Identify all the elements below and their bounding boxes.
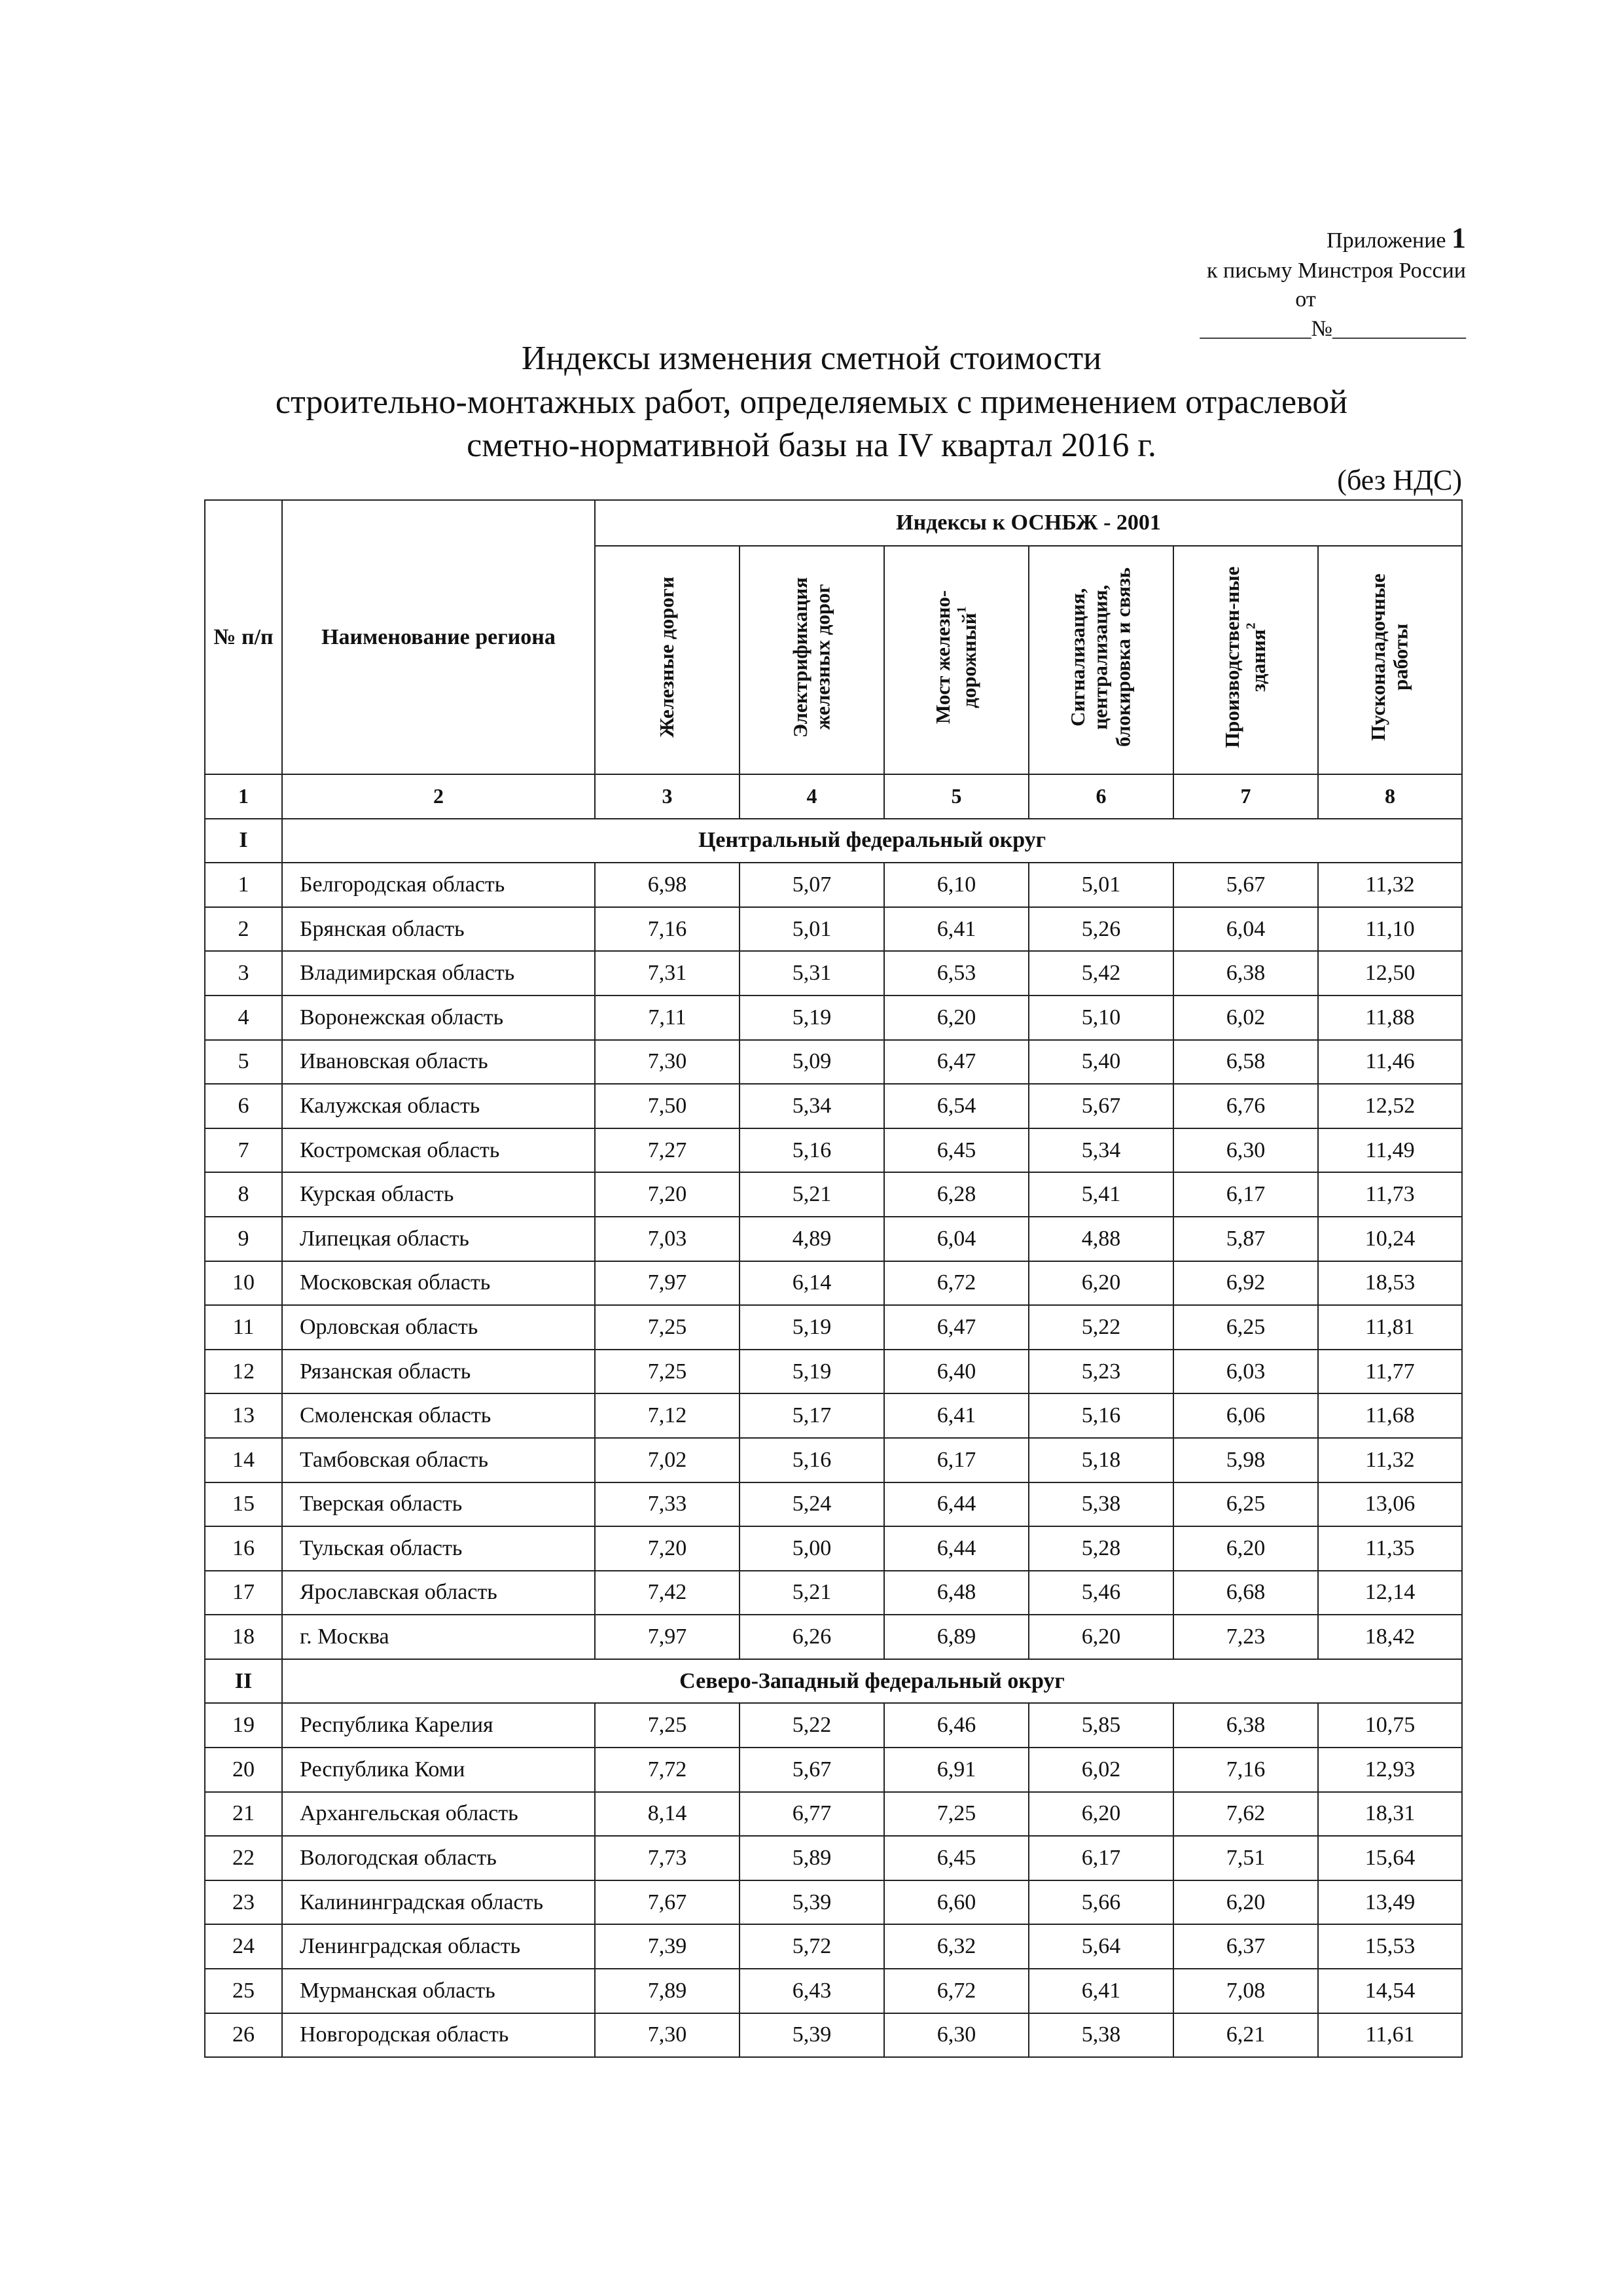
- footnote-mark: 2: [1243, 622, 1258, 630]
- header-index-col-text: Железные дороги: [655, 577, 679, 738]
- index-value: 5,17: [740, 1393, 884, 1438]
- index-value: 6,30: [1173, 1128, 1318, 1173]
- header-num: № п/п: [205, 500, 282, 774]
- index-value: 5,16: [740, 1438, 884, 1482]
- index-value: 12,93: [1318, 1748, 1462, 1792]
- table-row: [205, 2013, 1462, 2058]
- index-value: 5,64: [1029, 1924, 1173, 1969]
- index-value: 5,22: [740, 1703, 884, 1748]
- index-value: 6,20: [1173, 1526, 1318, 1571]
- index-value: 6,45: [884, 1128, 1029, 1173]
- index-value: 6,53: [884, 951, 1029, 996]
- column-number-row: [205, 774, 1462, 819]
- index-value: 6,10: [884, 863, 1029, 907]
- index-value: 6,89: [884, 1615, 1029, 1659]
- region-name: Липецкая область: [282, 1217, 595, 1261]
- region-name: Вологодская область: [282, 1836, 595, 1880]
- index-value: 5,01: [740, 907, 884, 952]
- region-name: Брянская область: [282, 907, 595, 952]
- index-value: 14,54: [1318, 1969, 1462, 2013]
- index-value: 6,17: [1173, 1172, 1318, 1217]
- table-row: [205, 1748, 1462, 1792]
- index-value: 6,28: [884, 1172, 1029, 1217]
- row-number: 23: [205, 1880, 282, 1925]
- row-number: 1: [205, 863, 282, 907]
- index-value: 6,48: [884, 1571, 1029, 1615]
- index-value: 15,53: [1318, 1924, 1462, 1969]
- section-number: I: [205, 819, 282, 863]
- index-value: 5,23: [1029, 1350, 1173, 1394]
- index-value: 6,72: [884, 1261, 1029, 1306]
- column-number: 3: [595, 774, 740, 819]
- table-row: [205, 1792, 1462, 1837]
- index-value: 5,18: [1029, 1438, 1173, 1482]
- region-name: Республика Карелия: [282, 1703, 595, 1748]
- column-number: 6: [1029, 774, 1173, 819]
- index-value: 11,35: [1318, 1526, 1462, 1571]
- table-row: [205, 1836, 1462, 1880]
- index-value: 5,31: [740, 951, 884, 996]
- index-value: 5,46: [1029, 1571, 1173, 1615]
- header-index-col-text: Мост железно-дорожный: [931, 590, 981, 725]
- appendix-line-4: __________№____________: [1200, 316, 1466, 341]
- table-row: [205, 1526, 1462, 1571]
- index-value: 7,89: [595, 1969, 740, 2013]
- column-number: 2: [282, 774, 595, 819]
- index-value: 11,68: [1318, 1393, 1462, 1438]
- index-value: 5,16: [740, 1128, 884, 1173]
- header-index-col-text: Электрификация железных дорог: [788, 577, 834, 738]
- header-index-col-1: [595, 546, 740, 774]
- index-value: 7,51: [1173, 1836, 1318, 1880]
- row-number: 19: [205, 1703, 282, 1748]
- index-value: 6,02: [1029, 1748, 1173, 1792]
- index-value: 7,03: [595, 1217, 740, 1261]
- region-name: Белгородская область: [282, 863, 595, 907]
- index-value: 6,38: [1173, 951, 1318, 996]
- index-value: 5,87: [1173, 1217, 1318, 1261]
- index-value: 5,09: [740, 1040, 884, 1085]
- index-value: 4,89: [740, 1217, 884, 1261]
- region-name: Калужская область: [282, 1084, 595, 1128]
- index-value: 6,20: [1173, 1880, 1318, 1925]
- row-number: 6: [205, 1084, 282, 1128]
- region-name: Ярославская область: [282, 1571, 595, 1615]
- index-value: 5,16: [1029, 1393, 1173, 1438]
- index-value: 7,25: [595, 1305, 740, 1350]
- header-index-col-label: [1367, 547, 1412, 768]
- index-value: 6,21: [1173, 2013, 1318, 2058]
- table-row: [205, 863, 1462, 907]
- header-index-col-text: Сигнализация, централизация, блокировка и связь: [1066, 567, 1135, 747]
- index-value: 11,46: [1318, 1040, 1462, 1085]
- region-name: Московская область: [282, 1261, 595, 1306]
- row-number: 13: [205, 1393, 282, 1438]
- row-number: 18: [205, 1615, 282, 1659]
- table-row: [205, 1350, 1462, 1394]
- section-title: Северо-Западный федеральный округ: [282, 1659, 1462, 1704]
- column-number: 7: [1173, 774, 1318, 819]
- index-value: 5,89: [740, 1836, 884, 1880]
- column-number: 4: [740, 774, 884, 819]
- index-value: 7,62: [1173, 1792, 1318, 1837]
- document-title: [196, 337, 1427, 468]
- index-value: 6,43: [740, 1969, 884, 2013]
- index-value: 5,34: [1029, 1128, 1173, 1173]
- row-number: 26: [205, 2013, 282, 2058]
- table-body: [205, 774, 1462, 2057]
- region-name: Калининградская область: [282, 1880, 595, 1925]
- index-value: 15,64: [1318, 1836, 1462, 1880]
- table-row: [205, 1217, 1462, 1261]
- index-value: 7,12: [595, 1393, 740, 1438]
- index-value: 5,07: [740, 863, 884, 907]
- index-value: 6,47: [884, 1305, 1029, 1350]
- index-value: 6,14: [740, 1261, 884, 1306]
- index-value: 6,47: [884, 1040, 1029, 1085]
- header-index-col-label: [789, 547, 834, 768]
- index-value: 6,37: [1173, 1924, 1318, 1969]
- header-index-col-3: [884, 546, 1029, 774]
- index-value: 10,24: [1318, 1217, 1462, 1261]
- index-value: 6,60: [884, 1880, 1029, 1925]
- region-name: Архангельская область: [282, 1792, 595, 1837]
- index-value: 5,66: [1029, 1880, 1173, 1925]
- index-value: 7,67: [595, 1880, 740, 1925]
- row-number: 5: [205, 1040, 282, 1085]
- row-number: 24: [205, 1924, 282, 1969]
- index-value: 6,26: [740, 1615, 884, 1659]
- index-value: 5,34: [740, 1084, 884, 1128]
- index-value: 6,45: [884, 1836, 1029, 1880]
- index-value: 12,14: [1318, 1571, 1462, 1615]
- index-value: 6,20: [1029, 1261, 1173, 1306]
- index-value: 7,73: [595, 1836, 740, 1880]
- row-number: 11: [205, 1305, 282, 1350]
- index-value: 6,41: [1029, 1969, 1173, 2013]
- footnote-mark: 1: [954, 606, 969, 613]
- region-name: г. Москва: [282, 1615, 595, 1659]
- row-number: 14: [205, 1438, 282, 1482]
- row-number: 10: [205, 1261, 282, 1306]
- table-row: [205, 1615, 1462, 1659]
- table-row: [205, 907, 1462, 952]
- row-number: 16: [205, 1526, 282, 1571]
- index-value: 4,88: [1029, 1217, 1173, 1261]
- index-value: 7,02: [595, 1438, 740, 1482]
- index-value: 11,88: [1318, 996, 1462, 1040]
- table-row: [205, 1172, 1462, 1217]
- index-value: 5,24: [740, 1482, 884, 1527]
- title-line-2: строительно-монтажных работ, определяемых с применением отраслевой: [275, 383, 1348, 421]
- index-value: 6,04: [1173, 907, 1318, 952]
- index-value: 7,72: [595, 1748, 740, 1792]
- index-table: [204, 499, 1463, 2058]
- region-name: Владимирская область: [282, 951, 595, 996]
- appendix-block: [1008, 219, 1466, 344]
- index-value: 5,01: [1029, 863, 1173, 907]
- index-value: 6,38: [1173, 1703, 1318, 1748]
- index-value: 7,25: [884, 1792, 1029, 1837]
- region-name: Смоленская область: [282, 1393, 595, 1438]
- appendix-line-3: от: [1295, 287, 1316, 312]
- index-value: 7,31: [595, 951, 740, 996]
- index-value: 5,42: [1029, 951, 1173, 996]
- title-line-3: сметно-нормативной базы на IV квартал 2016 г.: [467, 427, 1156, 465]
- row-number: 22: [205, 1836, 282, 1880]
- index-value: 7,25: [595, 1350, 740, 1394]
- row-number: 21: [205, 1792, 282, 1837]
- index-value: 5,67: [1173, 863, 1318, 907]
- index-value: 7,30: [595, 2013, 740, 2058]
- index-value: 6,17: [1029, 1836, 1173, 1880]
- row-number: 25: [205, 1969, 282, 2013]
- index-value: 6,25: [1173, 1305, 1318, 1350]
- row-number: 7: [205, 1128, 282, 1173]
- header-index-col-text: Производствен-ные здания: [1221, 566, 1270, 748]
- region-name: Новгородская область: [282, 2013, 595, 2058]
- index-value: 11,73: [1318, 1172, 1462, 1217]
- header-index-col-label: [1067, 547, 1135, 768]
- index-value: 7,97: [595, 1261, 740, 1306]
- index-value: 6,17: [884, 1438, 1029, 1482]
- index-value: 6,30: [884, 2013, 1029, 2058]
- header-index-col-label: [1221, 547, 1270, 768]
- header-index-col-6: [1318, 546, 1462, 774]
- table-row: [205, 1084, 1462, 1128]
- region-name: Тульская область: [282, 1526, 595, 1571]
- index-value: 6,77: [740, 1792, 884, 1837]
- index-value: 5,67: [1029, 1084, 1173, 1128]
- index-value: 6,92: [1173, 1261, 1318, 1306]
- table-row: [205, 1305, 1462, 1350]
- region-name: Ленинградская область: [282, 1924, 595, 1969]
- table-header: [205, 500, 1462, 774]
- index-value: 12,50: [1318, 951, 1462, 996]
- index-value: 7,33: [595, 1482, 740, 1527]
- index-value: 6,04: [884, 1217, 1029, 1261]
- index-value: 5,41: [1029, 1172, 1173, 1217]
- index-value: 6,72: [884, 1969, 1029, 2013]
- index-value: 5,26: [1029, 907, 1173, 952]
- row-number: 15: [205, 1482, 282, 1527]
- index-value: 6,46: [884, 1703, 1029, 1748]
- index-value: 5,40: [1029, 1040, 1173, 1085]
- appendix-number: 1: [1452, 222, 1466, 254]
- index-value: 8,14: [595, 1792, 740, 1837]
- column-number: 8: [1318, 774, 1462, 819]
- row-number: 12: [205, 1350, 282, 1394]
- index-value: 18,31: [1318, 1792, 1462, 1837]
- region-name: Курская область: [282, 1172, 595, 1217]
- index-value: 6,76: [1173, 1084, 1318, 1128]
- index-value: 7,08: [1173, 1969, 1318, 2013]
- index-value: 7,97: [595, 1615, 740, 1659]
- index-value: 5,38: [1029, 1482, 1173, 1527]
- table-row: [205, 996, 1462, 1040]
- index-value: 6,20: [1029, 1792, 1173, 1837]
- header-index-col-text: Пусконаладочные работы: [1366, 573, 1413, 741]
- header-index-col-4: [1029, 546, 1173, 774]
- table-row: [205, 1924, 1462, 1969]
- region-name: Костромская область: [282, 1128, 595, 1173]
- row-number: 8: [205, 1172, 282, 1217]
- index-value: 7,20: [595, 1526, 740, 1571]
- index-value: 6,44: [884, 1526, 1029, 1571]
- index-value: 6,32: [884, 1924, 1029, 1969]
- index-value: 13,49: [1318, 1880, 1462, 1925]
- index-value: 7,16: [595, 907, 740, 952]
- index-value: 7,39: [595, 1924, 740, 1969]
- index-value: 5,22: [1029, 1305, 1173, 1350]
- row-number: 2: [205, 907, 282, 952]
- index-value: 6,40: [884, 1350, 1029, 1394]
- index-value: 11,77: [1318, 1350, 1462, 1394]
- table-row: [205, 1438, 1462, 1482]
- index-value: 6,41: [884, 907, 1029, 952]
- index-value: 10,75: [1318, 1703, 1462, 1748]
- row-number: 20: [205, 1748, 282, 1792]
- index-value: 6,03: [1173, 1350, 1318, 1394]
- index-value: 6,20: [1029, 1615, 1173, 1659]
- index-value: 5,39: [740, 1880, 884, 1925]
- index-value: 7,27: [595, 1128, 740, 1173]
- header-index-col-2: [740, 546, 884, 774]
- index-value: 6,02: [1173, 996, 1318, 1040]
- region-name: Орловская область: [282, 1305, 595, 1350]
- title-line-1: Индексы изменения сметной стоимости: [521, 340, 1102, 377]
- index-value: 6,20: [884, 996, 1029, 1040]
- appendix-line-2: к письму Минстроя России: [1207, 259, 1466, 283]
- table-row: [205, 1393, 1462, 1438]
- region-name: Тамбовская область: [282, 1438, 595, 1482]
- index-value: 6,54: [884, 1084, 1029, 1128]
- index-value: 13,06: [1318, 1482, 1462, 1527]
- index-value: 11,81: [1318, 1305, 1462, 1350]
- table-row: [205, 1261, 1462, 1306]
- table-row: [205, 1571, 1462, 1615]
- index-value: 5,21: [740, 1172, 884, 1217]
- index-value: 11,32: [1318, 863, 1462, 907]
- table-row: [205, 1482, 1462, 1527]
- appendix-label: Приложение: [1327, 228, 1446, 253]
- vat-note: (без НДС): [1337, 464, 1462, 496]
- index-value: 5,39: [740, 2013, 884, 2058]
- section-number: II: [205, 1659, 282, 1704]
- index-value: 11,61: [1318, 2013, 1462, 2058]
- index-value: 12,52: [1318, 1084, 1462, 1128]
- index-value: 6,91: [884, 1748, 1029, 1792]
- index-value: 6,98: [595, 863, 740, 907]
- section-row: [205, 819, 1462, 863]
- column-number: 1: [205, 774, 282, 819]
- index-value: 7,11: [595, 996, 740, 1040]
- table-row: [205, 1880, 1462, 1925]
- row-number: 3: [205, 951, 282, 996]
- index-value: 18,42: [1318, 1615, 1462, 1659]
- index-value: 11,32: [1318, 1438, 1462, 1482]
- header-index-col-label: [656, 577, 679, 738]
- section-title: Центральный федеральный округ: [282, 819, 1462, 863]
- index-value: 5,21: [740, 1571, 884, 1615]
- index-value: 5,38: [1029, 2013, 1173, 2058]
- row-number: 9: [205, 1217, 282, 1261]
- index-value: 6,68: [1173, 1571, 1318, 1615]
- header-region-name: Наименование региона: [282, 500, 595, 774]
- index-value: 7,42: [595, 1571, 740, 1615]
- index-value: 7,50: [595, 1084, 740, 1128]
- index-value: 7,20: [595, 1172, 740, 1217]
- index-value: 11,49: [1318, 1128, 1462, 1173]
- column-number: 5: [884, 774, 1029, 819]
- header-index-col-5: [1173, 546, 1318, 774]
- index-value: 6,06: [1173, 1393, 1318, 1438]
- region-name: Воронежская область: [282, 996, 595, 1040]
- index-value: 5,28: [1029, 1526, 1173, 1571]
- index-value: 5,72: [740, 1924, 884, 1969]
- table-row: [205, 1703, 1462, 1748]
- index-value: 7,30: [595, 1040, 740, 1085]
- index-value: 6,41: [884, 1393, 1029, 1438]
- index-value: 5,67: [740, 1748, 884, 1792]
- region-name: Тверская область: [282, 1482, 595, 1527]
- index-value: 5,19: [740, 1305, 884, 1350]
- index-value: 5,19: [740, 996, 884, 1040]
- section-row: [205, 1659, 1462, 1704]
- region-name: Рязанская область: [282, 1350, 595, 1394]
- index-value: 7,25: [595, 1703, 740, 1748]
- index-value: 5,98: [1173, 1438, 1318, 1482]
- index-value: 5,10: [1029, 996, 1173, 1040]
- region-name: Республика Коми: [282, 1748, 595, 1792]
- index-value: 11,10: [1318, 907, 1462, 952]
- header-index-col-label: [932, 547, 981, 768]
- index-value: 5,85: [1029, 1703, 1173, 1748]
- index-value: 6,58: [1173, 1040, 1318, 1085]
- table-row: [205, 1040, 1462, 1085]
- header-index-group: Индексы к ОСНБЖ - 2001: [595, 500, 1462, 546]
- region-name: Мурманская область: [282, 1969, 595, 2013]
- region-name: Ивановская область: [282, 1040, 595, 1085]
- index-value: 6,25: [1173, 1482, 1318, 1527]
- index-value: 6,44: [884, 1482, 1029, 1527]
- index-value: 7,16: [1173, 1748, 1318, 1792]
- table-row: [205, 1128, 1462, 1173]
- index-value: 7,23: [1173, 1615, 1318, 1659]
- appendix-line-1: [1008, 219, 1466, 257]
- index-value: 18,53: [1318, 1261, 1462, 1306]
- index-value: 5,19: [740, 1350, 884, 1394]
- table-row: [205, 951, 1462, 996]
- table-row: [205, 1969, 1462, 2013]
- row-number: 4: [205, 996, 282, 1040]
- index-value: 5,00: [740, 1526, 884, 1571]
- row-number: 17: [205, 1571, 282, 1615]
